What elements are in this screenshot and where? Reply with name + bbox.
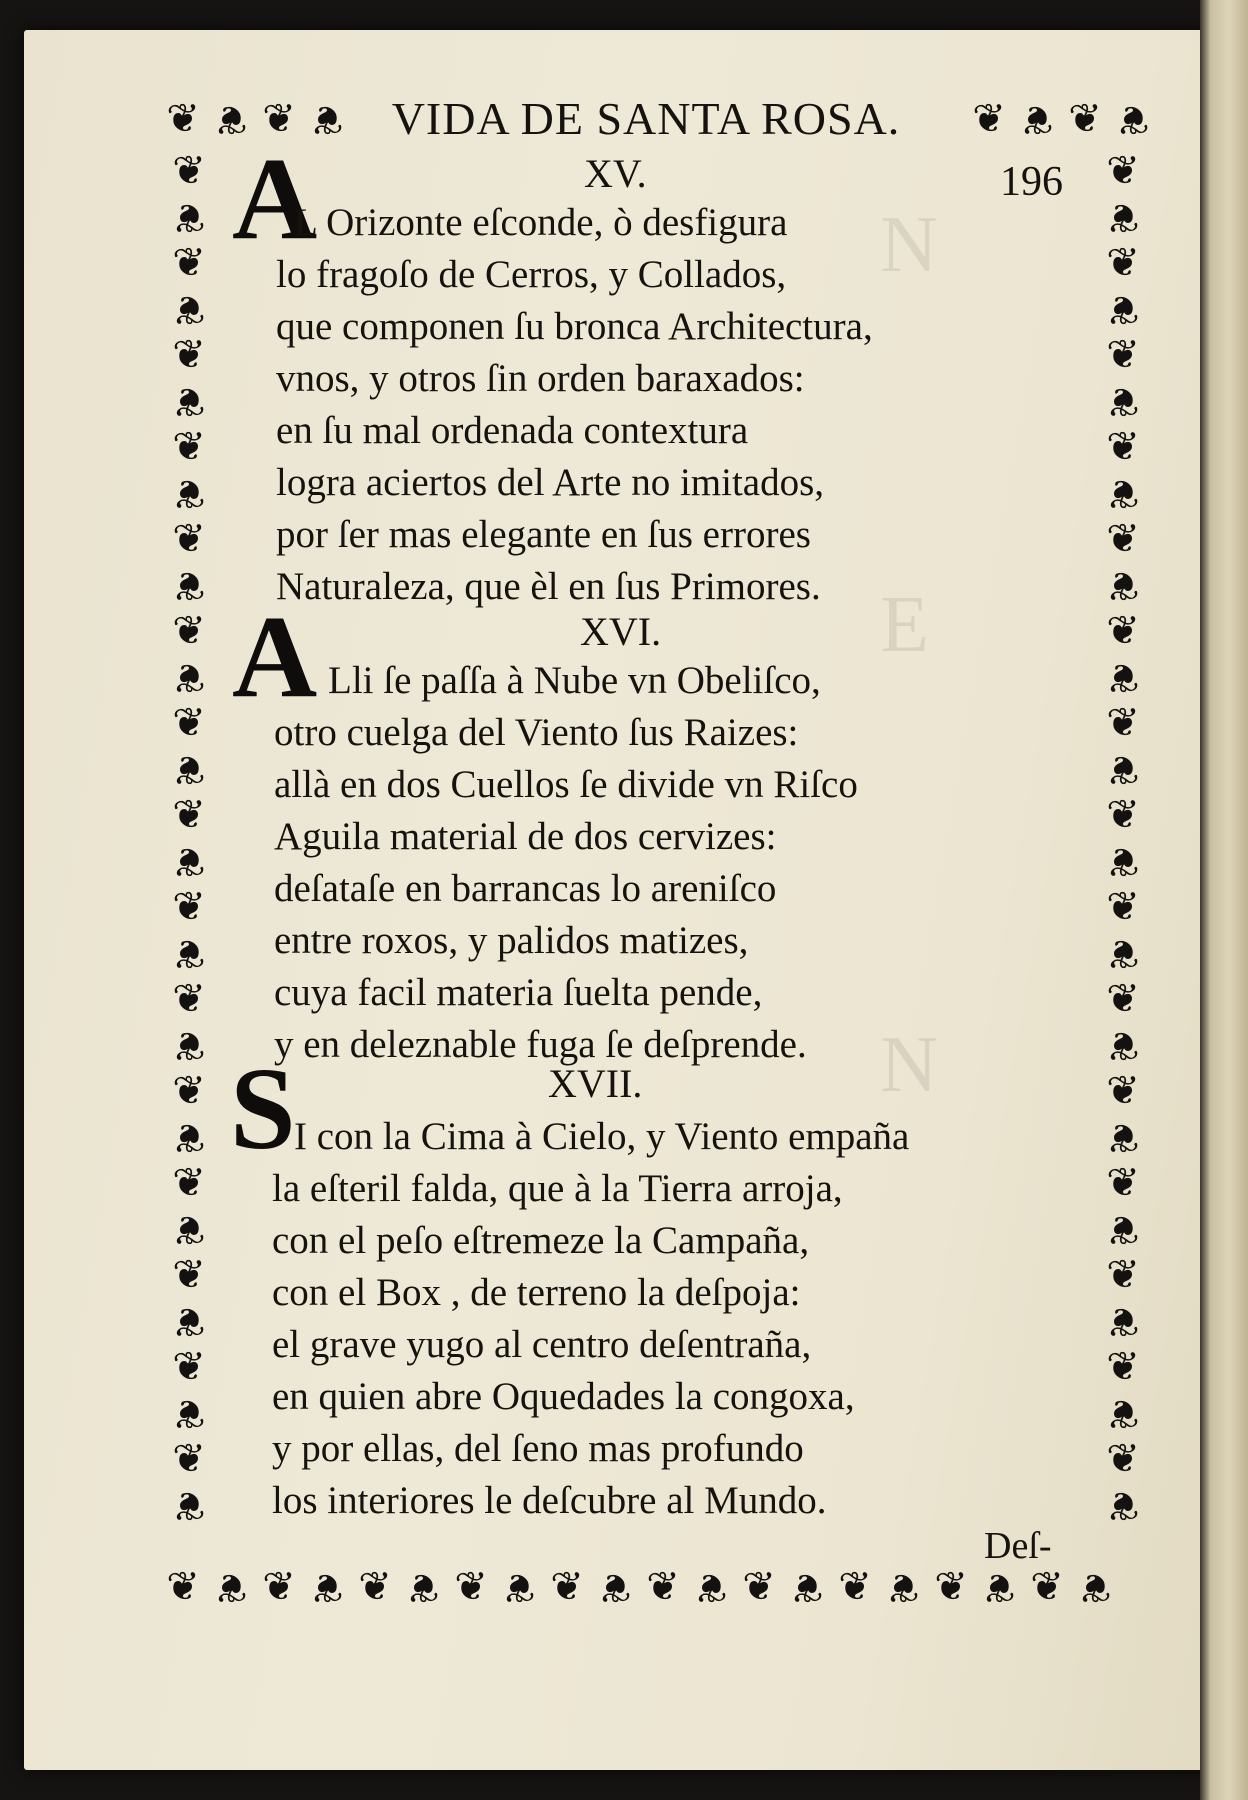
fleuron-icon: ❦: [1106, 1482, 1140, 1528]
fleuron-icon: ❦: [790, 1564, 824, 1610]
fleuron-icon: ❦: [1106, 1436, 1140, 1482]
fleuron-icon: ❦: [358, 1564, 392, 1610]
verse-line: en ſu mal ordenada contextura: [276, 409, 749, 452]
catchword: Deſ-: [984, 1525, 1052, 1567]
fleuron-icon: ❦: [1106, 332, 1140, 378]
fleuron-icon: ❦: [1068, 96, 1102, 142]
fleuron-icon: ❦: [172, 1436, 206, 1482]
verse-line: por ſer mas elegante en ſus errores: [276, 513, 811, 556]
fleuron-icon: ❦: [172, 884, 206, 930]
verse-line: otro cuelga del Viento ſus Raizes:: [274, 711, 799, 754]
fleuron-icon: ❦: [886, 1564, 920, 1610]
fleuron-icon: ❦: [172, 424, 206, 470]
fleuron-icon: ❦: [166, 1564, 200, 1610]
fleuron-icon: ❦: [1020, 96, 1054, 142]
fleuron-icon: ❦: [262, 1564, 296, 1610]
fleuron-icon: ❦: [1106, 700, 1140, 746]
fleuron-icon: ❦: [172, 1022, 206, 1068]
verse-line: L Orizonte eſconde, ò desfigura: [294, 201, 788, 244]
running-title: VIDA DE SANTA ROSA.: [391, 93, 901, 144]
verse-line: I con la Cima à Cielo, y Viento empaña: [294, 1115, 910, 1158]
ornament-border-top-right: [966, 96, 1156, 142]
verse-line: Aguila material de dos cervizes:: [274, 815, 777, 858]
verse-line: con el Box , de terreno la deſpoja:: [272, 1271, 801, 1314]
fleuron-icon: ❦: [646, 1564, 680, 1610]
fleuron-icon: ❦: [172, 746, 206, 792]
fleuron-icon: ❦: [1106, 516, 1140, 562]
drop-cap: A: [232, 133, 318, 264]
verse-line: cuya facil materia ſuelta pende,: [274, 971, 763, 1014]
verse-line: que componen ſu bronca Architectura,: [276, 305, 873, 348]
fleuron-icon: ❦: [838, 1564, 872, 1610]
fleuron-icon: ❦: [1106, 792, 1140, 838]
fleuron-icon: ❦: [262, 96, 296, 142]
fleuron-icon: ❦: [694, 1564, 728, 1610]
fleuron-icon: ❦: [172, 976, 206, 1022]
fleuron-icon: ❦: [1106, 1206, 1140, 1252]
verse-line: logra aciertos del Arte no imitados,: [276, 461, 825, 504]
fleuron-icon: ❦: [172, 1114, 206, 1160]
fleuron-icon: ❦: [1106, 562, 1140, 608]
fleuron-icon: ❦: [1106, 608, 1140, 654]
fleuron-icon: ❦: [172, 1160, 206, 1206]
fleuron-icon: ❦: [1116, 96, 1150, 142]
fleuron-icon: ❦: [1106, 286, 1140, 332]
page-number: 196: [1000, 159, 1063, 205]
fleuron-icon: ❦: [214, 1564, 248, 1610]
fleuron-icon: ❦: [172, 240, 206, 286]
fleuron-icon: ❦: [214, 96, 248, 142]
fleuron-icon: ❦: [1106, 1022, 1140, 1068]
fleuron-icon: ❦: [166, 96, 200, 142]
fleuron-icon: ❦: [742, 1564, 776, 1610]
fleuron-icon: ❦: [982, 1564, 1016, 1610]
verse-line: la eſteril falda, que à la Tierra arroja,: [272, 1167, 843, 1210]
fleuron-icon: ❦: [310, 96, 344, 142]
fleuron-icon: ❦: [1106, 654, 1140, 700]
fleuron-icon: ❦: [1106, 194, 1140, 240]
fleuron-icon: ❦: [172, 1482, 206, 1528]
fleuron-icon: ❦: [172, 470, 206, 516]
verse-line: lo fragoſo de Cerros, y Collados,: [276, 253, 787, 296]
fleuron-icon: ❦: [1106, 1252, 1140, 1298]
fleuron-icon: ❦: [1106, 1160, 1140, 1206]
fleuron-icon: ❦: [1106, 1344, 1140, 1390]
fleuron-icon: ❦: [972, 96, 1006, 142]
fleuron-icon: ❦: [172, 194, 206, 240]
verse-line: y por ellas, del ſeno mas profundo: [272, 1427, 804, 1470]
stanza-number: XVI.: [580, 609, 662, 654]
fleuron-icon: ❦: [454, 1564, 488, 1610]
verse-line: los interiores le deſcubre al Mundo.: [272, 1479, 827, 1522]
stanza-number: XVII.: [548, 1061, 643, 1106]
fleuron-icon: ❦: [1078, 1564, 1112, 1610]
fleuron-icon: ❦: [172, 654, 206, 700]
fleuron-icon: ❦: [1106, 930, 1140, 976]
fleuron-icon: ❦: [172, 838, 206, 884]
fleuron-icon: ❦: [172, 1252, 206, 1298]
fleuron-icon: ❦: [406, 1564, 440, 1610]
fleuron-icon: ❦: [1030, 1564, 1064, 1610]
fleuron-icon: ❦: [172, 930, 206, 976]
verse-line: el grave yugo al centro deſentraña,: [272, 1323, 812, 1366]
fleuron-icon: ❦: [172, 332, 206, 378]
fleuron-icon: ❦: [1106, 1390, 1140, 1436]
verse-line: en quien abre Oquedades la congoxa,: [272, 1375, 855, 1418]
verse-line: deſataſe en barrancas lo areniſco: [274, 867, 777, 910]
fleuron-icon: ❦: [1106, 838, 1140, 884]
drop-cap: A: [232, 591, 318, 722]
verse-line: y en deleznable fuga ſe deſprende.: [274, 1023, 807, 1066]
fleuron-icon: ❦: [172, 562, 206, 608]
verse-line: allà en dos Cuellos ſe divide vn Riſco: [274, 763, 858, 806]
fleuron-icon: ❦: [1106, 1114, 1140, 1160]
fleuron-icon: ❦: [172, 286, 206, 332]
fleuron-icon: ❦: [172, 608, 206, 654]
verse-line: entre roxos, y palidos matizes,: [274, 919, 749, 962]
fleuron-icon: ❦: [172, 148, 206, 194]
fleuron-icon: ❦: [172, 700, 206, 746]
verse-line: vnos, y otros ſin orden baraxados:: [276, 357, 805, 400]
fleuron-icon: ❦: [1106, 378, 1140, 424]
fleuron-icon: ❦: [1106, 1068, 1140, 1114]
ornament-border-left: [166, 148, 212, 1528]
fleuron-icon: ❦: [310, 1564, 344, 1610]
fleuron-icon: ❦: [172, 1344, 206, 1390]
fleuron-icon: ❦: [1106, 976, 1140, 1022]
ornament-border-bottom: [160, 1564, 1118, 1610]
verse-line: Lli ſe paſſa à Nube vn Obeliſco,: [328, 659, 821, 702]
fleuron-icon: ❦: [1106, 470, 1140, 516]
fleuron-icon: ❦: [934, 1564, 968, 1610]
adjacent-page-edge: [1200, 0, 1248, 1800]
fleuron-icon: ❦: [1106, 884, 1140, 930]
fleuron-icon: ❦: [172, 1068, 206, 1114]
fleuron-icon: ❦: [172, 1390, 206, 1436]
ornament-border-right: [1100, 148, 1146, 1528]
drop-cap: S: [230, 1043, 296, 1174]
fleuron-icon: ❦: [1106, 424, 1140, 470]
fleuron-icon: ❦: [172, 378, 206, 424]
fleuron-icon: ❦: [172, 1298, 206, 1344]
fleuron-icon: ❦: [1106, 1298, 1140, 1344]
fleuron-icon: ❦: [598, 1564, 632, 1610]
fleuron-icon: ❦: [172, 792, 206, 838]
fleuron-icon: ❦: [550, 1564, 584, 1610]
fleuron-icon: ❦: [172, 516, 206, 562]
fleuron-icon: ❦: [172, 1206, 206, 1252]
stanza-number: XV.: [584, 151, 647, 196]
verse-line: con el peſo eſtremeze la Campaña,: [272, 1219, 810, 1262]
fleuron-icon: ❦: [1106, 746, 1140, 792]
fleuron-icon: ❦: [502, 1564, 536, 1610]
verse-line: Naturaleza, que èl en ſus Primores.: [276, 565, 821, 608]
fleuron-icon: ❦: [1106, 240, 1140, 286]
fleuron-icon: ❦: [1106, 148, 1140, 194]
